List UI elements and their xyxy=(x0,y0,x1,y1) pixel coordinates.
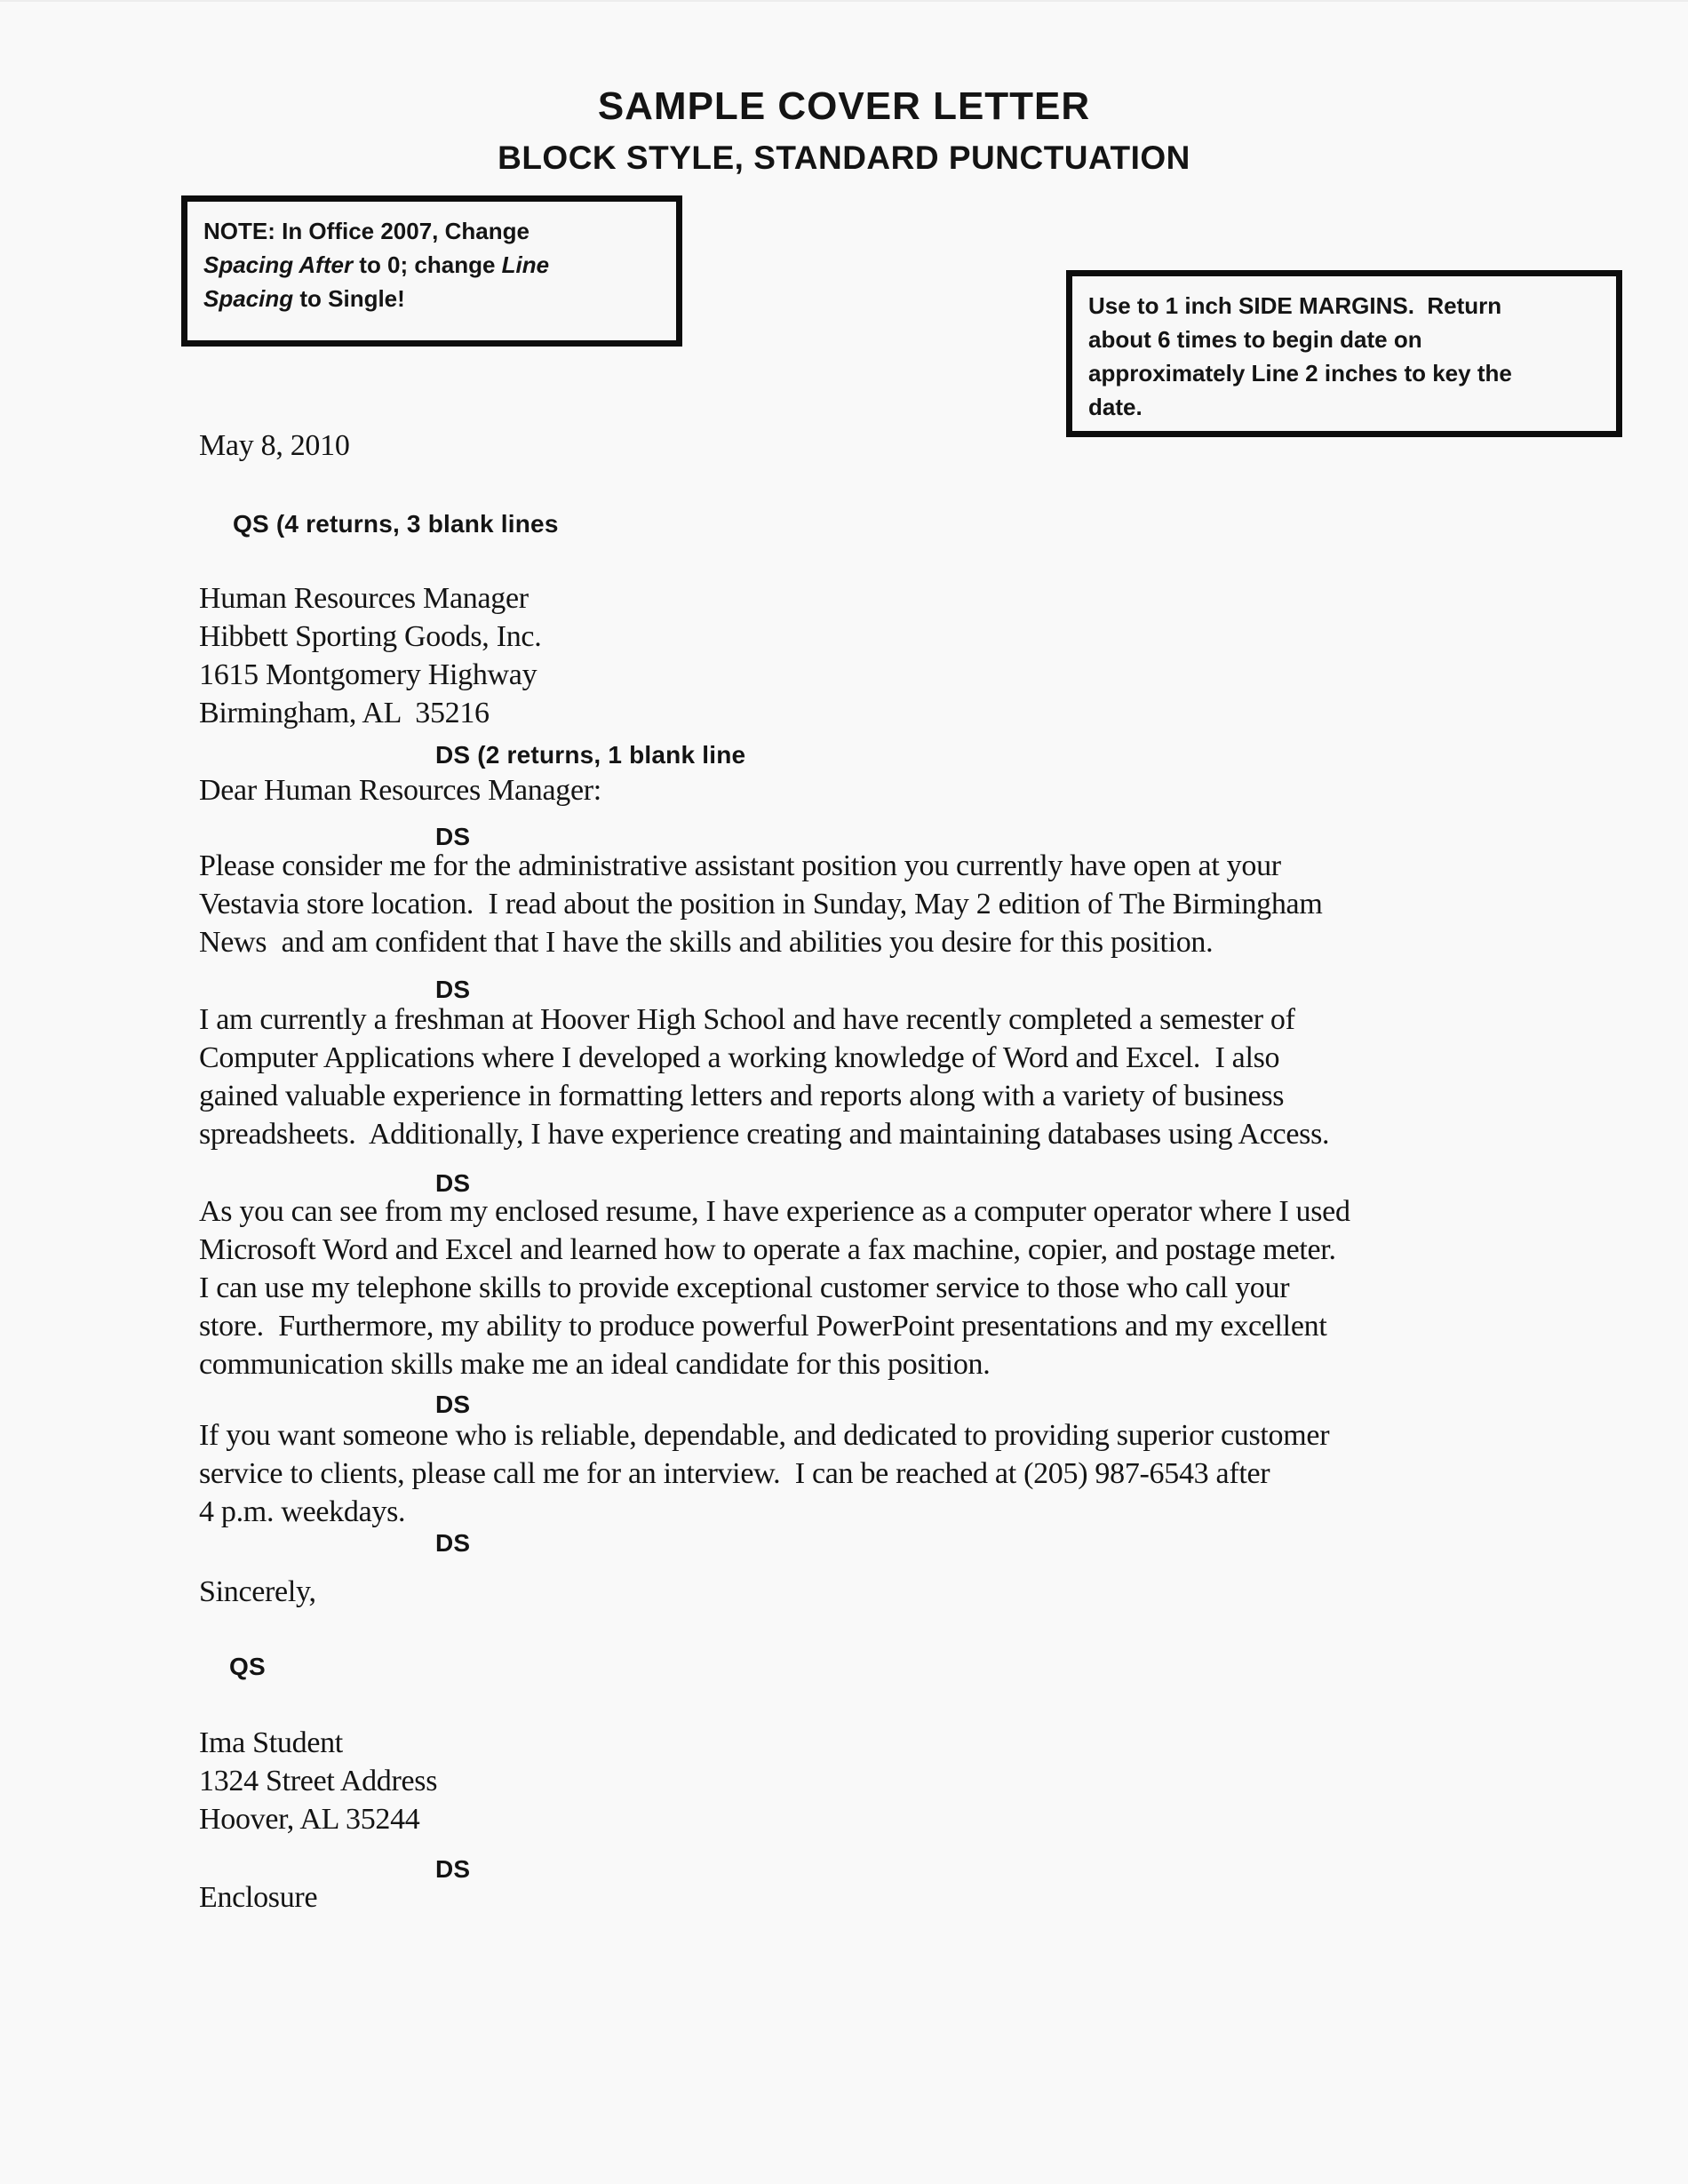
paragraph-line: service to clients, please call me for an interview. I can be reached at (205) 987-6543 after xyxy=(199,1457,1270,1490)
closing: Sincerely, xyxy=(199,1575,316,1608)
paragraph-line: Computer Applications where I developed a working knowledge of Word and Excel. I also xyxy=(199,1041,1280,1074)
margin-box-line: date. xyxy=(1088,394,1143,420)
paragraph-line: I am currently a freshman at Hoover High School and have recently completed a semester of xyxy=(199,1003,1295,1036)
paragraph-line: Microsoft Word and Excel and learned how to operate a fax machine, copier, and postage meter. xyxy=(199,1233,1336,1266)
paragraph-line: As you can see from my enclosed resume, I have experience as a computer operator where I used xyxy=(199,1195,1350,1228)
spacing-annotation-qs-full: QS (4 returns, 3 blank lines xyxy=(233,510,559,538)
paragraph-line: spreadsheets. Additionally, I have experience creating and maintaining databases using Access. xyxy=(199,1118,1330,1151)
body-paragraph-4 xyxy=(199,1416,1329,1531)
paragraph-line: Please consider me for the administrative assistant position you currently have open at your xyxy=(199,849,1281,882)
paragraph-line: Vestavia store location. I read about the position in Sunday, May 2 edition of The Birmingham xyxy=(199,888,1323,921)
margin-box-line: about 6 times to begin date on xyxy=(1088,326,1422,353)
paragraph-line: communication skills make me an ideal candidate for this position. xyxy=(199,1348,991,1381)
paragraph-line: If you want someone who is reliable, dependable, and dedicated to providing superior customer xyxy=(199,1419,1330,1452)
spacing-annotation-ds: DS xyxy=(435,1391,471,1418)
office-2007-note-box xyxy=(181,195,682,347)
note-box-line: Spacing to Single! xyxy=(203,285,405,312)
side-margins-instruction-box xyxy=(1066,270,1622,437)
margin-box-line: Use to 1 inch SIDE MARGINS. Return xyxy=(1088,292,1502,319)
signature-line: 1324 Street Address xyxy=(199,1765,438,1797)
salutation: Dear Human Resources Manager: xyxy=(199,774,601,807)
signature-block xyxy=(199,1724,437,1838)
paragraph-line: 4 p.m. weekdays. xyxy=(199,1495,406,1528)
paragraph-line: I can use my telephone skills to provide exceptional customer service to those who call your xyxy=(199,1271,1290,1304)
recipient-line: Birmingham, AL 35216 xyxy=(199,697,490,729)
note-box-line: NOTE: In Office 2007, Change xyxy=(203,218,529,244)
recipient-line: 1615 Montgomery Highway xyxy=(199,658,537,691)
enclosure-notation: Enclosure xyxy=(199,1881,318,1914)
letter-date: May 8, 2010 xyxy=(199,429,350,462)
signature-line: Ima Student xyxy=(199,1726,343,1759)
spacing-annotation-ds: DS xyxy=(435,1529,471,1557)
paragraph-line: store. Furthermore, my ability to produce powerful PowerPoint presentations and my excellent xyxy=(199,1310,1327,1343)
recipient-line: Hibbett Sporting Goods, Inc. xyxy=(199,620,542,653)
margin-box-line: approximately Line 2 inches to key the xyxy=(1088,360,1512,387)
body-paragraph-2 xyxy=(199,1000,1329,1153)
body-paragraph-1 xyxy=(199,847,1323,961)
spacing-annotation-ds: DS xyxy=(435,1855,471,1883)
paragraph-line: gained valuable experience in formatting letters and reports along with a variety of business xyxy=(199,1080,1285,1112)
spacing-annotation-qs: QS xyxy=(229,1653,266,1680)
body-paragraph-3 xyxy=(199,1192,1350,1383)
spacing-annotation-ds: DS xyxy=(435,1169,471,1197)
paragraph-line: News and am confident that I have the skills and abilities you desire for this position. xyxy=(199,926,1214,959)
signature-line: Hoover, AL 35244 xyxy=(199,1803,420,1836)
page-title: SAMPLE COVER LETTER xyxy=(597,84,1091,128)
spacing-annotation-ds: DS xyxy=(435,823,471,850)
note-box-line: Spacing After to 0; change Line xyxy=(203,251,550,278)
spacing-annotation-ds-full: DS (2 returns, 1 blank line xyxy=(435,741,746,769)
page-subtitle: BLOCK STYLE, STANDARD PUNCTUATION xyxy=(498,139,1190,176)
recipient-address-block xyxy=(199,579,541,732)
recipient-line: Human Resources Manager xyxy=(199,582,529,615)
spacing-annotation-ds: DS xyxy=(435,976,471,1003)
